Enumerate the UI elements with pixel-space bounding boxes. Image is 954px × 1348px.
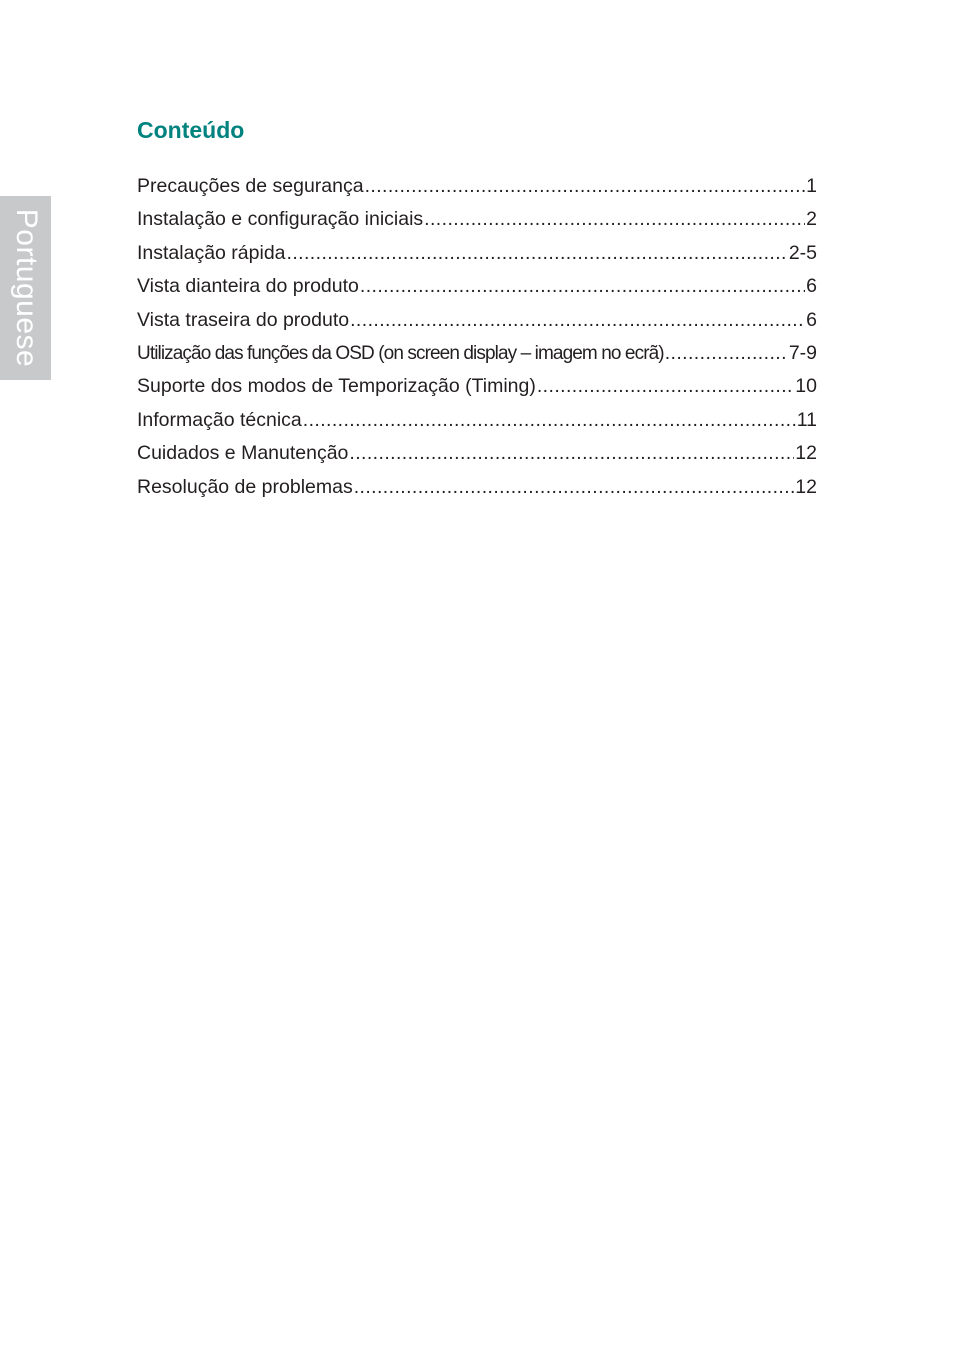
toc-entry-page: 12 [795, 475, 817, 498]
toc-entry-label: Cuidados e Manutenção [137, 442, 349, 465]
toc-entry-label: Precauções de segurança [137, 175, 364, 197]
toc-dot-leader [354, 471, 795, 504]
toc-entry [137, 270, 817, 303]
toc-entry [137, 304, 817, 337]
toc-dot-leader [424, 203, 805, 236]
toc-dot-leader [303, 404, 796, 437]
toc-dot-leader [360, 270, 805, 303]
toc-entry-label: Suporte dos modos de Temporização (Timing) [137, 375, 536, 398]
toc-entry-page: 11 [796, 408, 817, 431]
toc-entry-page: 12 [795, 442, 817, 465]
toc-entry [137, 370, 817, 403]
toc-entry-page: 6 [806, 275, 817, 298]
toc-entry-label: Instalação rápida [137, 241, 286, 264]
toc-title: Conteúdo [137, 117, 245, 143]
toc-entry-label: Utilização das funções da OSD (on screen display – imagem no ecrã) [137, 342, 664, 364]
toc-dot-leader [349, 437, 794, 470]
toc-entry [137, 203, 817, 236]
toc-entry-page: 10 [795, 375, 817, 398]
toc-entry-label: Resolução de problemas [137, 475, 353, 498]
toc-entry [137, 404, 817, 437]
toc-dot-leader [665, 337, 788, 370]
toc-entry [137, 170, 817, 203]
toc-dot-leader [537, 370, 794, 403]
toc-entry-page: 2 [806, 208, 817, 231]
toc-entry [137, 437, 817, 470]
toc-dot-leader [350, 304, 805, 337]
language-tab [0, 196, 51, 380]
toc-entry-label: Vista dianteira do produto [137, 275, 359, 298]
toc-entry-page: 2-5 [788, 241, 817, 264]
toc-entry [137, 471, 817, 504]
toc-entry-page: 7-9 [788, 341, 817, 364]
toc-entry-label: Instalação e configuração iniciais [137, 208, 424, 231]
toc-entry-page: 1 [806, 175, 817, 197]
toc-entry-page: 6 [806, 308, 817, 331]
table-of-contents [137, 170, 817, 504]
toc-entry [137, 337, 817, 370]
toc-dot-leader [365, 170, 806, 203]
language-tab-label: Portuguese [9, 208, 43, 368]
toc-entry-label: Informação técnica [137, 408, 302, 431]
toc-entry-label: Vista traseira do produto [137, 308, 350, 331]
toc-dot-leader [287, 237, 788, 270]
toc-entry [137, 237, 817, 270]
